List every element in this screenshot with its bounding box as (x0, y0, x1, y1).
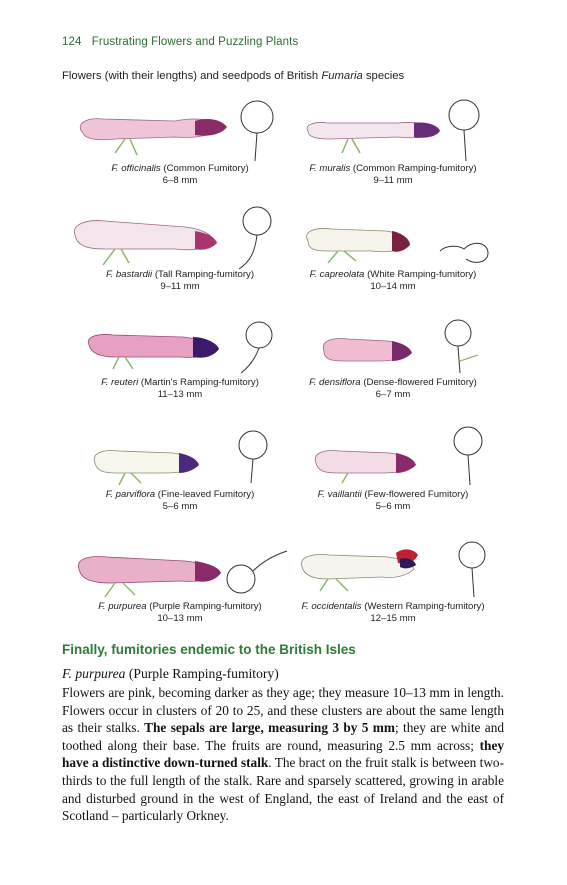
species-label: F. muralis (Common Ramping-fumitory) 9–11 mm (309, 163, 477, 186)
genus-name: Fumaria (321, 70, 363, 82)
page-number: 124 (62, 36, 82, 48)
species-cell-occidentalis (268, 537, 518, 649)
flower-illustration (268, 425, 518, 495)
flower-illustration (268, 95, 518, 165)
species-cell-densiflora (268, 315, 518, 427)
entry-body: Flowers are pink, becoming darker as they age; they measure 10–13 mm in length. Flowers occur in clusters of 20 to 25, and these clusters are about the same length as their stalks. The sepals are large, measuring 3 by 5 mm; they are white and toothed along their base. The fruits are round, measuring 2.5 mm across; they have a distinctive down-turned stalk. The bract on the fruit stalk is between two-thirds to the full length of the stalk. Rare and sparsely scattered, growing in arable and disturbed ground in the west of England, the east of Ireland and the east of Scotland – particularly Orkney. (62, 685, 505, 824)
entry-latin-name: F. purpurea (62, 666, 126, 681)
species-label: F. purpurea (Purple Ramping-fumitory) 10–13 mm (98, 601, 262, 624)
species-cell-capreolata (268, 205, 518, 317)
species-label: F. capreolata (White Ramping-fumitory) 10–14 mm (309, 269, 477, 292)
species-cell-vaillantii (268, 425, 518, 537)
running-title: Frustrating Flowers and Puzzling Plants (91, 36, 299, 48)
entry-heading (62, 666, 279, 682)
flower-illustration (268, 315, 518, 385)
species-label: F. bastardii (Tall Ramping-fumitory) 9–11 mm (105, 269, 255, 292)
species-label: F. reuteri (Martin's Ramping-fumitory) 11–13 mm (101, 377, 259, 400)
flower-illustration (268, 205, 518, 275)
species-label: F. occidentalis (Western Ramping-fumitory) 12–15 mm (301, 601, 485, 624)
species-label: F. densiflora (Dense-flowered Fumitory) 6–7 mm (309, 377, 477, 400)
running-header (62, 36, 298, 48)
species-label: F. parviflora (Fine-leaved Fumitory) 5–6 mm (105, 489, 255, 512)
section-heading: Finally, fumitories endemic to the British Isles (62, 642, 356, 657)
species-label: F. officinalis (Common Fumitory) 6–8 mm (111, 163, 249, 186)
entry-common-name: (Purple Ramping-fumitory) (125, 666, 279, 681)
figure-caption: Flowers (with their lengths) and seedpods of British Fumaria species (62, 70, 405, 82)
species-cell-muralis (268, 95, 518, 207)
species-label: F. vaillantii (Few-flowered Fumitory) 5–6 mm (317, 489, 469, 512)
flower-illustration (268, 537, 518, 607)
